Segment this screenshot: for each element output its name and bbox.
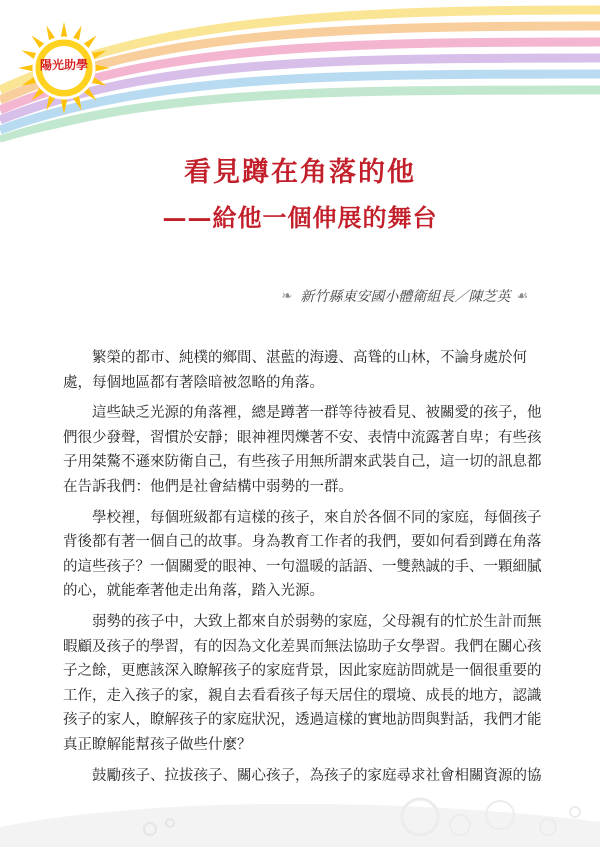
leaf-ornament-icon: ❧ bbox=[281, 288, 293, 304]
article-subtitle: ——給他一個伸展的舞台 bbox=[162, 203, 438, 232]
article-title: 看見蹲在角落的他 bbox=[184, 157, 416, 188]
paragraph: 鼓勵孩子、拉拔孩子、關心孩子，為孩子的家庭尋求社會相關資源的協 bbox=[92, 767, 542, 784]
sun-ray bbox=[60, 98, 67, 114]
article-body bbox=[63, 346, 543, 794]
author-name: 新竹縣東安國小體衛組長／陳芝英 bbox=[300, 289, 511, 305]
paragraph: 繁榮的都市、純樸的鄉間、湛藍的海邊、高聳的山林，不論身處於何處，每個地區都有著陰暗被忽略的角落。 bbox=[63, 350, 527, 391]
bottom-decoration bbox=[0, 767, 600, 847]
paragraph: 弱勢的孩子中，大致上都來自於弱勢的家庭，父母親有的忙於生計而無暇顧及孩子的學習，有的因為文化差異而無法協助子女學習。我們在關心孩子之餘，更應該深入瞭解孩子的家庭背景，因此家庭訪問就是一個很重要的工作，走入孩子的家，親自去看看孩子每天居住的環境、成長的地方，認識孩子的家人，瞭解孩子的家庭狀況，透過這樣的實地訪問與對話，我們才能真正瞭解能幫孩子做些什麼？ bbox=[63, 613, 542, 753]
leaf-ornament-end-icon: ☙ bbox=[516, 288, 528, 304]
sun-ray bbox=[18, 64, 34, 71]
sun-ray bbox=[60, 22, 67, 38]
sun-ray bbox=[94, 64, 110, 71]
paragraph: 學校裡，每個班級都有這樣的孩子，來自於各個不同的家庭，每個孩子背後都有著一個自己的故事。身為教育工作者的我們，要如何看到蹲在角落的這些孩子？一個關愛的眼神、一句溫暖的話語、一雙熱誠的手、一顆細膩的心，就能牽著他走出角落，踏入光源。 bbox=[63, 509, 542, 600]
author-line bbox=[281, 286, 528, 306]
paragraph: 這些缺乏光源的角落裡，總是蹲著一群等待被看見、被關愛的孩子，他們很少發聲，習慣於安靜；眼神裡閃爍著不安、表情中流露著自卑；有些孩子用桀驁不遜來防衛自己，有些孩子用無所謂來武裝自己，這一切的訊息都在告訴我們：他們是社會結構中弱勢的一群。 bbox=[63, 405, 542, 495]
logo-text: 陽光助學 bbox=[39, 58, 88, 72]
